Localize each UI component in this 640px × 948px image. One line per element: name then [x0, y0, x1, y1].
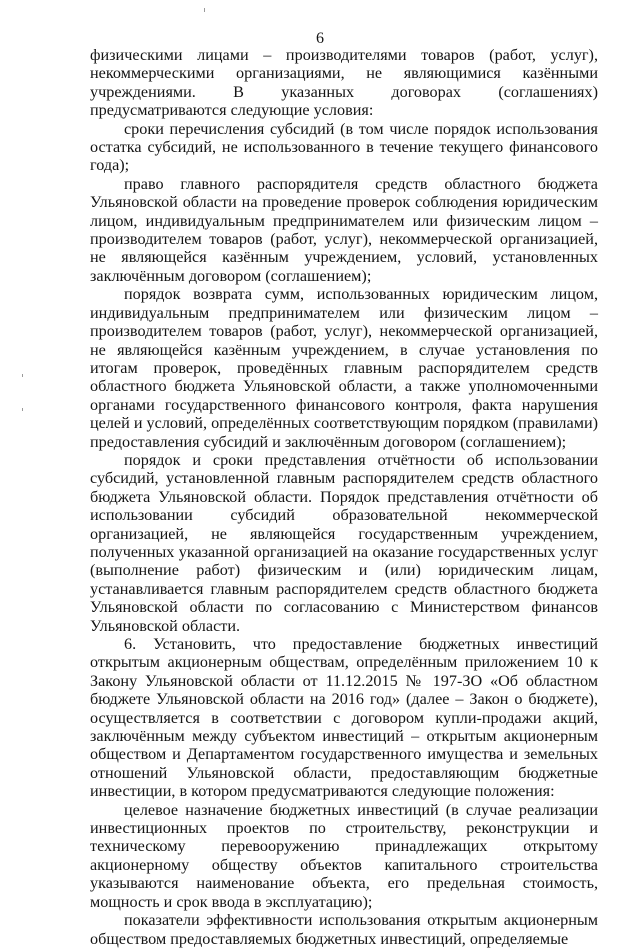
paragraph-subsidy-terms: сроки перечисления субсидий (в том числе порядок использования остатка субсидий, не использованного в течение текущего финансового года);	[90, 119, 598, 175]
page-number: 6	[316, 30, 324, 47]
paragraph-reporting: порядок и сроки представления отчётности об использовании субсидий, установленной главным распорядителем средств областного бюджета Ульяновской области. Порядок представления отчётности об использовании субсидий образовательной некоммерческой организацией, не являющейся государственным учреждением, полученных указанной организацией на оказание государственных услуг (выполнение работ) физическим и (или) юридическим лицам, устанавливается главным распорядителем средств областного бюджета Ульяновской области по согласованию с Министерством финансов Ульяновской области.	[90, 450, 598, 635]
body-text	[90, 46, 598, 948]
paragraph-continuation: физическими лицами – производителями товаров (работ, услуг), некоммерческими организациями, не являющимися казёнными учреждениями. В указанных договорах (соглашениях) предусматриваются следующие условия:	[90, 46, 598, 120]
paragraph-efficiency-indicators: показатели эффективности использования открытым акционерным обществом предоставляемых бюджетных инвестиций, определяемые	[90, 911, 598, 948]
paragraph-item-6: 6. Установить, что предоставление бюджетных инвестиций открытым акционерным обществам, определённым приложением 10 к Закону Ульяновской области от 11.12.2015 № 197-ЗО «Об областном бюджете Ульяновской области на 2016 год» (далее – Закон о бюджете), осуществляется в соответствии с договором купли-продажи акций, заключённым между субъектом инвестиций – открытым акционерным обществом и Департаментом государственного имущества и земельных отношений Ульяновской области, предоставляющим бюджетные инвестиции, в котором предусматриваются следующие положения:	[90, 635, 598, 801]
scan-mark	[204, 8, 205, 12]
paragraph-target-purpose: целевое назначение бюджетных инвестиций (в случае реализации инвестиционных проектов по строительству, реконструкции и техническому перевооружению принадлежащих открытому акционерному обществу объектов капитального строительства указываются наименование объекта, его предельная стоимость, мощность и срок ввода в эксплуатацию);	[90, 800, 598, 911]
scan-mark	[22, 374, 23, 377]
scan-mark	[22, 408, 23, 411]
paragraph-refund-procedure: порядок возврата сумм, использованных юридическим лицом, индивидуальным предпринимателем или физическим лицом – производителем товаров (работ, услуг), некоммерческой организацией, не являющейся казённым учреждением, в случае установления по итогам проверок, проведённых главным распорядителем средств областного бюджета Ульяновской области, а также уполномоченными органами государственного финансового контроля, факта нарушения целей и условий, определённых соответствующим порядком (правилами) предоставления субсидий и заключённым договором (соглашением);	[90, 285, 598, 451]
paragraph-inspection-right: право главного распорядителя средств областного бюджета Ульяновской области на проведение проверок соблюдения юридическим лицом, индивидуальным предпринимателем или физическим лицом – производителем товаров (работ, услуг), некоммерческой организацией, не являющейся казённым учреждением, условий, установленных заключённым договором (соглашением);	[90, 174, 598, 285]
